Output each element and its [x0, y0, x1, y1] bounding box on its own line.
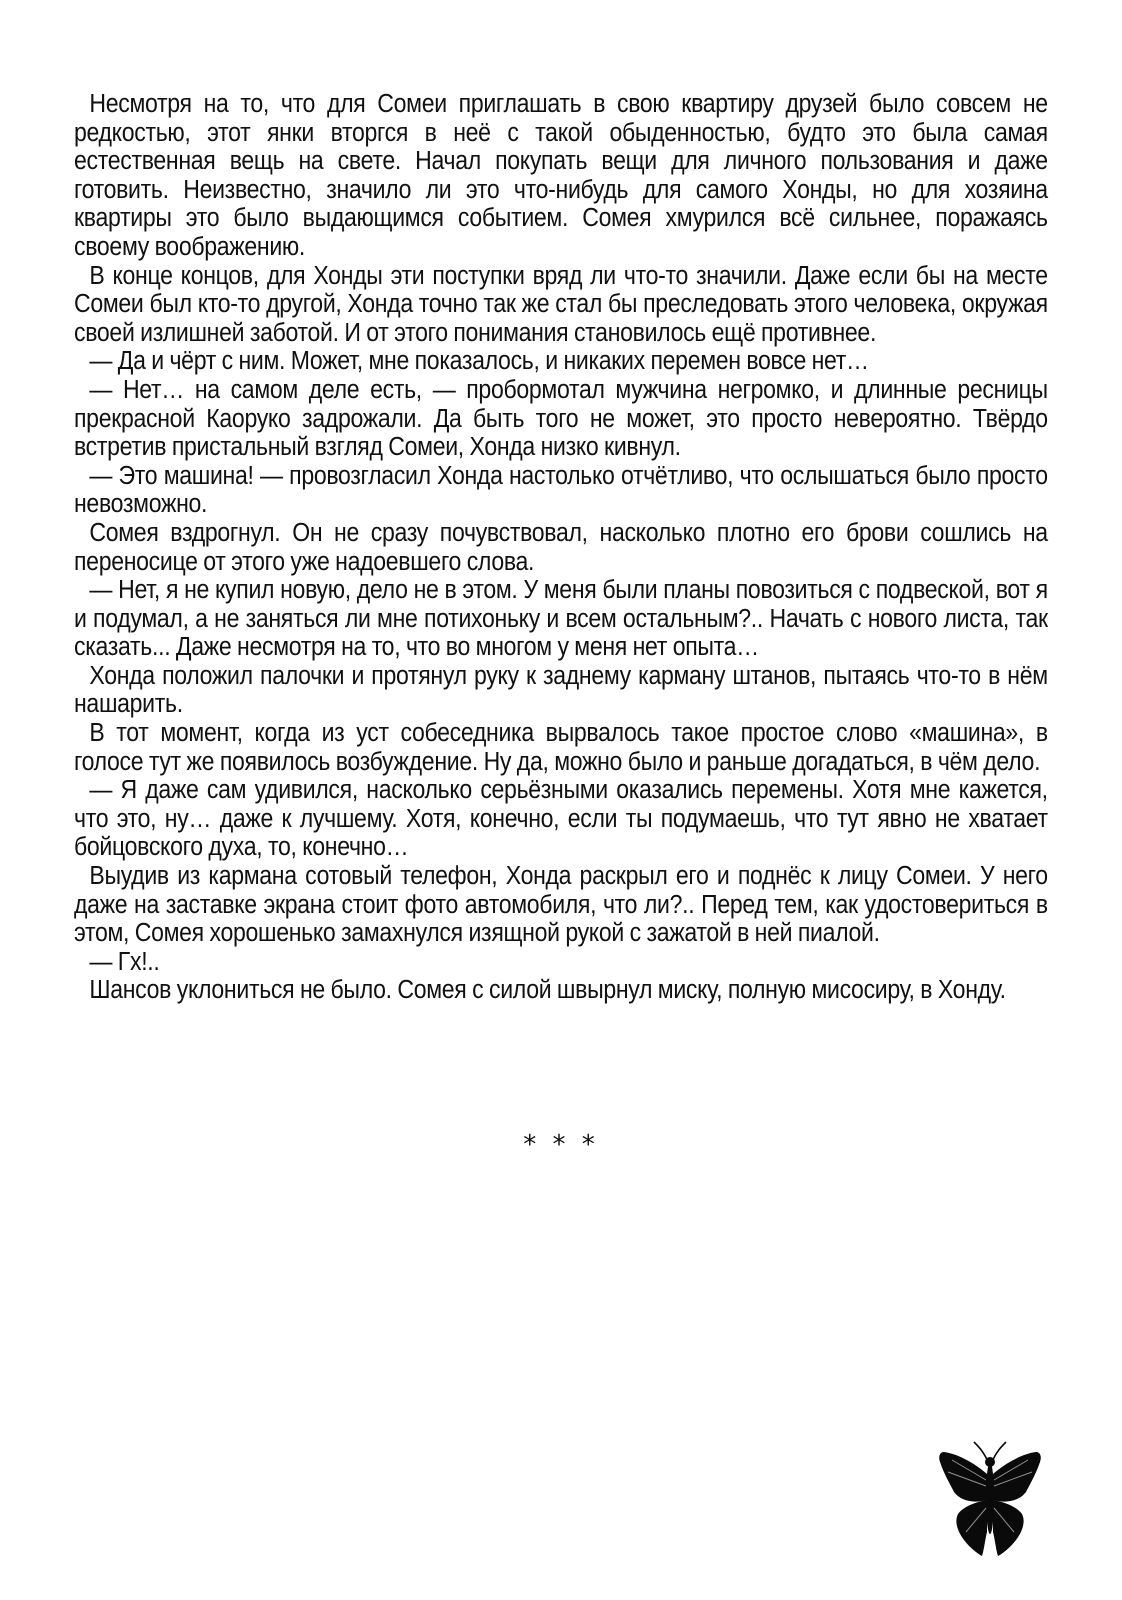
paragraph: Хонда положил палочки и протянул руку к заднему карману штанов, пытаясь что-то в нём нашарить. [74, 661, 1048, 719]
butterfly-icon [938, 1440, 1042, 1558]
paragraph: — Гх!.. [89, 947, 160, 976]
paragraph: В конце концов, для Хонды эти поступки вряд ли что-то значили. Даже если бы на месте Сомеи был кто-то другой, Хонда точно так же стал бы преследовать этого человека, окружая своей излишней заботой. И от этого понимания становилось ещё противнее. [74, 261, 1048, 347]
paragraph: — Это машина! — провозгласил Хонда настолько отчётливо, что ослышаться было просто невозможно. [74, 461, 1048, 519]
paragraph: — Да и чёрт с ним. Может, мне показалось, и никаких перемен вовсе нет… [89, 347, 869, 376]
document-body [74, 90, 1048, 1005]
document-page [74, 90, 1048, 1160]
section-separator: * * * [523, 1130, 599, 1160]
paragraph: Несмотря на то, что для Сомеи приглашать в свою квартиру друзей было совсем не редкостью, этот янки вторгся в неё с такой обыденностью, будто это была самая естественная вещь на свете. Начал покупать вещи для личного пользования и даже готовить. Неизвестно, значило ли это что-нибудь для самого Хонды, но для хозяина квартиры это было выдающимся событием. Сомея хмурился всё сильнее, поражаясь своему воображению. [74, 90, 1048, 261]
paragraph: — Нет, я не купил новую, дело не в этом. У меня были планы повозиться с подвеской, вот я и подумал, а не заняться ли мне потихоньку и всем остальным?.. Начать с нового листа, так сказать... Даже несмотря на то, что во многом у меня нет опыта… [74, 576, 1048, 662]
paragraph: В тот момент, когда из уст собеседника вырвалось такое простое слово «машина», в голосе тут же появилось возбуждение. Ну да, можно было и раньше догадаться, в чём дело. [74, 719, 1048, 776]
paragraph: — Я даже сам удивился, насколько серьёзными оказались перемены. Хотя мне кажется, что это, ну… даже к лучшему. Хотя, конечно, если ты подумаешь, что тут явно не хватает бойцовского духа, то, конечно… [74, 776, 1048, 862]
paragraph: Сомея вздрогнул. Он не сразу почувствовал, насколько плотно его брови сошлись на переносице от этого уже надоевшего слова. [74, 518, 1048, 576]
paragraph: Выудив из кармана сотовый телефон, Хонда раскрыл его и поднёс к лицу Сомеи. У него даже на заставке экрана стоит фото автомобиля, что ли?.. Перед тем, как удостовериться в этом, Сомея хорошенько замахнулся изящной рукой с зажатой в ней пиалой. [74, 862, 1048, 948]
paragraph: Шансов уклониться не было. Сомея с силой швырнул миску, полную мисосиру, в Хонду. [89, 976, 1006, 1005]
paragraph: — Нет… на самом деле есть, — пробормотал мужчина негромко, и длинные ресницы прекрасной Каоруко задрожали. Да быть того не может, это просто невероятно. Твёрдо встретив пристальный взгляд Сомеи, Хонда низко кивнул. [74, 375, 1048, 462]
